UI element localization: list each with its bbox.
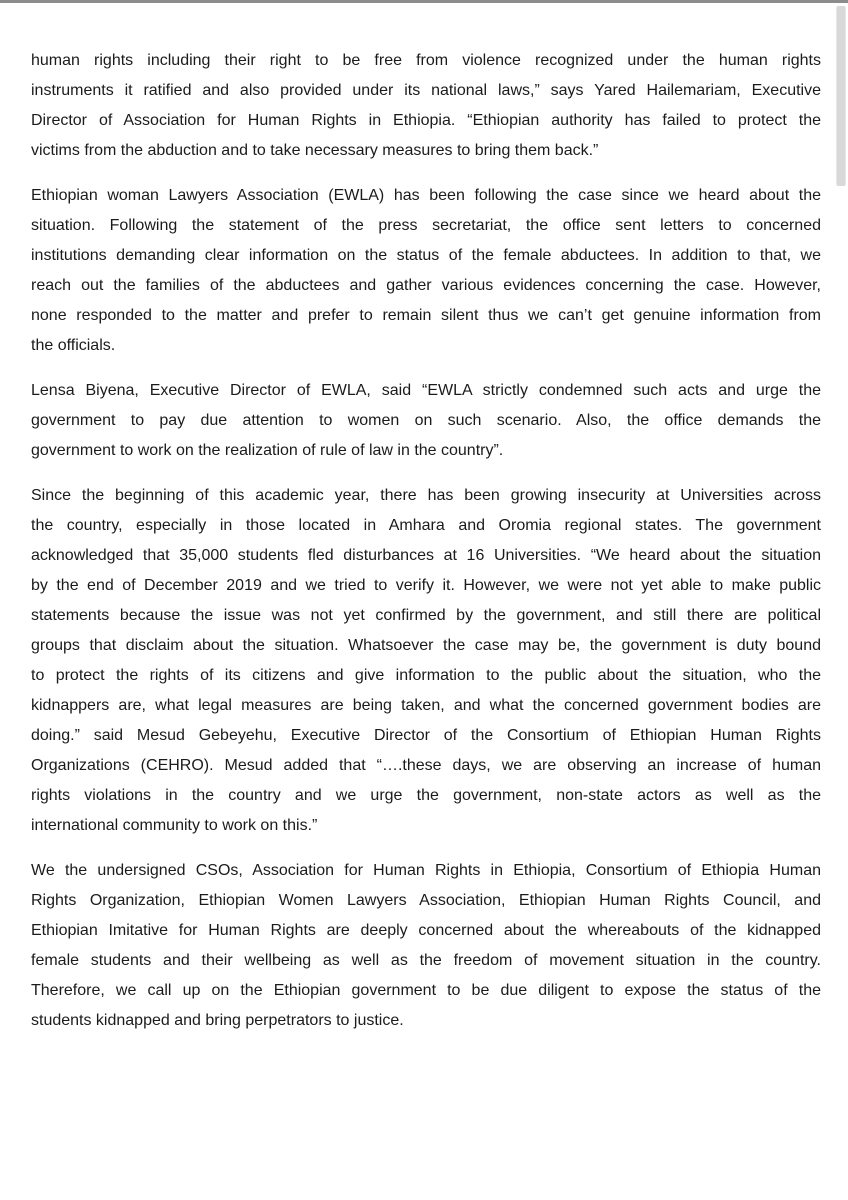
text-line: acknowledged that 35,000 students fled disturbances at 16 Universities. “We heard about the situation [31, 547, 821, 564]
paragraph-yared-quote [31, 46, 821, 166]
text-line: statements because the issue was not yet confirmed by the government, and still there are political [31, 607, 821, 624]
text-line: reach out the families of the abductees and gather various evidences concerning the case. However, [31, 277, 821, 294]
text-line: Rights Organization, Ethiopian Women Lawyers Association, Ethiopian Human Rights Council, and [31, 892, 821, 909]
text-line: doing.” said Mesud Gebeyehu, Executive Director of the Consortium of Ethiopian Human Rights [31, 727, 821, 744]
text-line: We the undersigned CSOs, Association for Human Rights in Ethiopia, Consortium of Ethiopia Human [31, 862, 821, 879]
scrollbar-thumb[interactable] [837, 6, 845, 186]
text-line: the officials. [31, 337, 116, 354]
paragraph-lensa-quote [31, 376, 821, 466]
text-line: Organizations (CEHRO). Mesud added that “….these days, we are observing an increase of human [31, 757, 821, 774]
text-line: government to work on the realization of rule of law in the country”. [31, 442, 504, 459]
text-line: situation. Following the statement of the press secretariat, the office sent letters to concerned [31, 217, 821, 234]
text-line: international community to work on this.” [31, 817, 318, 834]
top-border [0, 0, 848, 3]
text-line: Since the beginning of this academic year, there has been growing insecurity at Universities across [31, 487, 821, 504]
text-line: students kidnapped and bring perpetrators to justice. [31, 1012, 404, 1029]
text-line: victims from the abduction and to take necessary measures to bring them back.” [31, 142, 599, 159]
text-line: female students and their wellbeing as well as the freedom of movement situation in the country. [31, 952, 821, 969]
text-line: Lensa Biyena, Executive Director of EWLA, said “EWLA strictly condemned such acts and urge the [31, 382, 821, 399]
text-line: institutions demanding clear information on the status of the female abductees. In addition to that, we [31, 247, 821, 264]
text-line: groups that disclaim about the situation. Whatsoever the case may be, the government is duty bound [31, 637, 821, 654]
text-line: Ethiopian woman Lawyers Association (EWLA) has been following the case since we heard about the [31, 187, 821, 204]
paragraph-university-insecurity [31, 481, 821, 841]
text-line: Therefore, we call up on the Ethiopian government to be due diligent to expose the status of the [31, 982, 821, 999]
text-line: Director of Association for Human Rights in Ethiopia. “Ethiopian authority has failed to protect the [31, 112, 821, 129]
text-line: to protect the rights of its citizens and give information to the public about the situation, who the [31, 667, 821, 684]
text-line: kidnappers are, what legal measures are being taken, and what the concerned government bodies are [31, 697, 821, 714]
text-line: human rights including their right to be free from violence recognized under the human rights [31, 52, 821, 69]
text-line: rights violations in the country and we urge the government, non-state actors as well as the [31, 787, 821, 804]
text-line: the country, especially in those located in Amhara and Oromia regional states. The government [31, 517, 821, 534]
paragraph-cso-statement [31, 856, 821, 1036]
paragraph-ewla-following [31, 181, 821, 361]
text-line: by the end of December 2019 and we tried to verify it. However, we were not yet able to make public [31, 577, 821, 594]
text-line: none responded to the matter and prefer to remain silent thus we can’t get genuine information from [31, 307, 821, 324]
text-line: government to pay due attention to women on such scenario. Also, the office demands the [31, 412, 821, 429]
document-page [31, 46, 821, 1051]
text-line: Ethiopian Imitative for Human Rights are deeply concerned about the whereabouts of the kidnapped [31, 922, 821, 939]
text-line: instruments it ratified and also provided under its national laws,” says Yared Hailemariam, Executive [31, 82, 821, 99]
scrollbar[interactable] [836, 6, 846, 186]
